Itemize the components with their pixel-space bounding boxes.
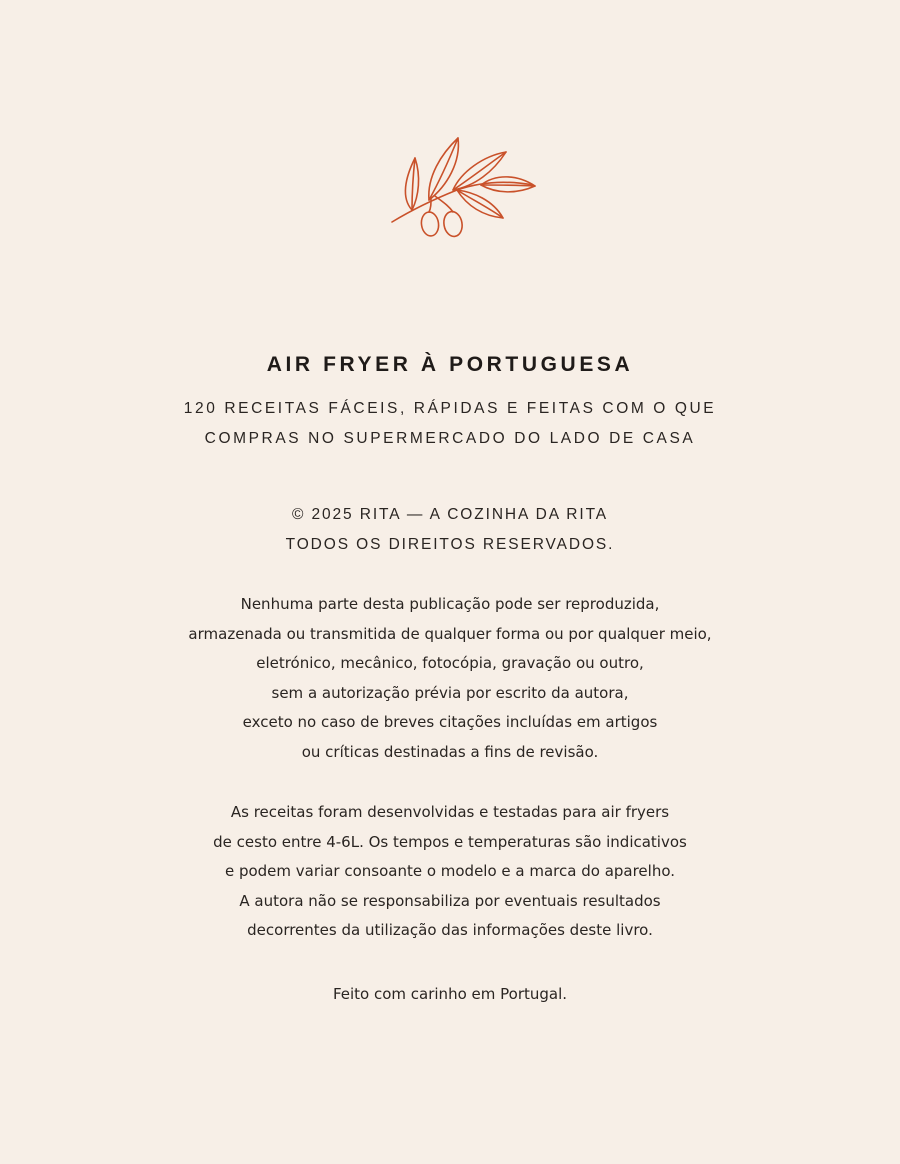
paragraph-line: exceto no caso de breves citações incluídas em artigos <box>242 713 658 732</box>
paragraph-line: e podem variar consoante o modelo e a marca do aparelho. <box>224 862 676 881</box>
paragraph-line: ou críticas destinadas a fins de revisão. <box>301 742 599 761</box>
olive-branch-icon <box>385 132 541 244</box>
paragraph-line: eletrónico, mecânico, fotocópia, gravação ou outro, <box>256 654 644 673</box>
paragraph-line: As receitas foram desenvolvidas e testadas para air fryers <box>230 803 670 821</box>
paragraph-line: decorrentes da utilização das informações deste livro. <box>247 921 653 940</box>
paragraph-line: A autora não se responsabiliza por eventuais resultados <box>239 891 661 910</box>
copyright-notice <box>0 500 900 560</box>
subtitle-line: COMPRAS NO SUPERMERCADO DO LADO DE CASA <box>204 430 696 447</box>
book-subtitle <box>0 394 900 454</box>
book-title: AIR FRYER À PORTUGUESA <box>266 353 634 376</box>
closing-line <box>0 980 900 1010</box>
paragraph-line: armazenada ou transmitida de qualquer forma ou por qualquer meio, <box>188 624 712 643</box>
copyright-line: © 2025 RITA — A COZINHA DA RITA <box>291 506 609 523</box>
paragraph-line: de cesto entre 4-6L. Os tempos e temperaturas são indicativos <box>213 832 687 851</box>
closing-text: Feito com carinho em Portugal. <box>332 985 568 1003</box>
disclaimer-paragraph <box>0 798 900 946</box>
paragraph-line: sem a autorização prévia por escrito da autora, <box>271 683 629 702</box>
rights-reserved-line: TODOS OS DIREITOS RESERVADOS. <box>285 536 615 553</box>
paragraph-line: Nenhuma parte desta publicação pode ser reproduzida, <box>240 595 660 613</box>
rights-paragraph <box>0 590 900 768</box>
subtitle-line: 120 RECEITAS FÁCEIS, RÁPIDAS E FEITAS COM O QUE <box>183 400 717 417</box>
